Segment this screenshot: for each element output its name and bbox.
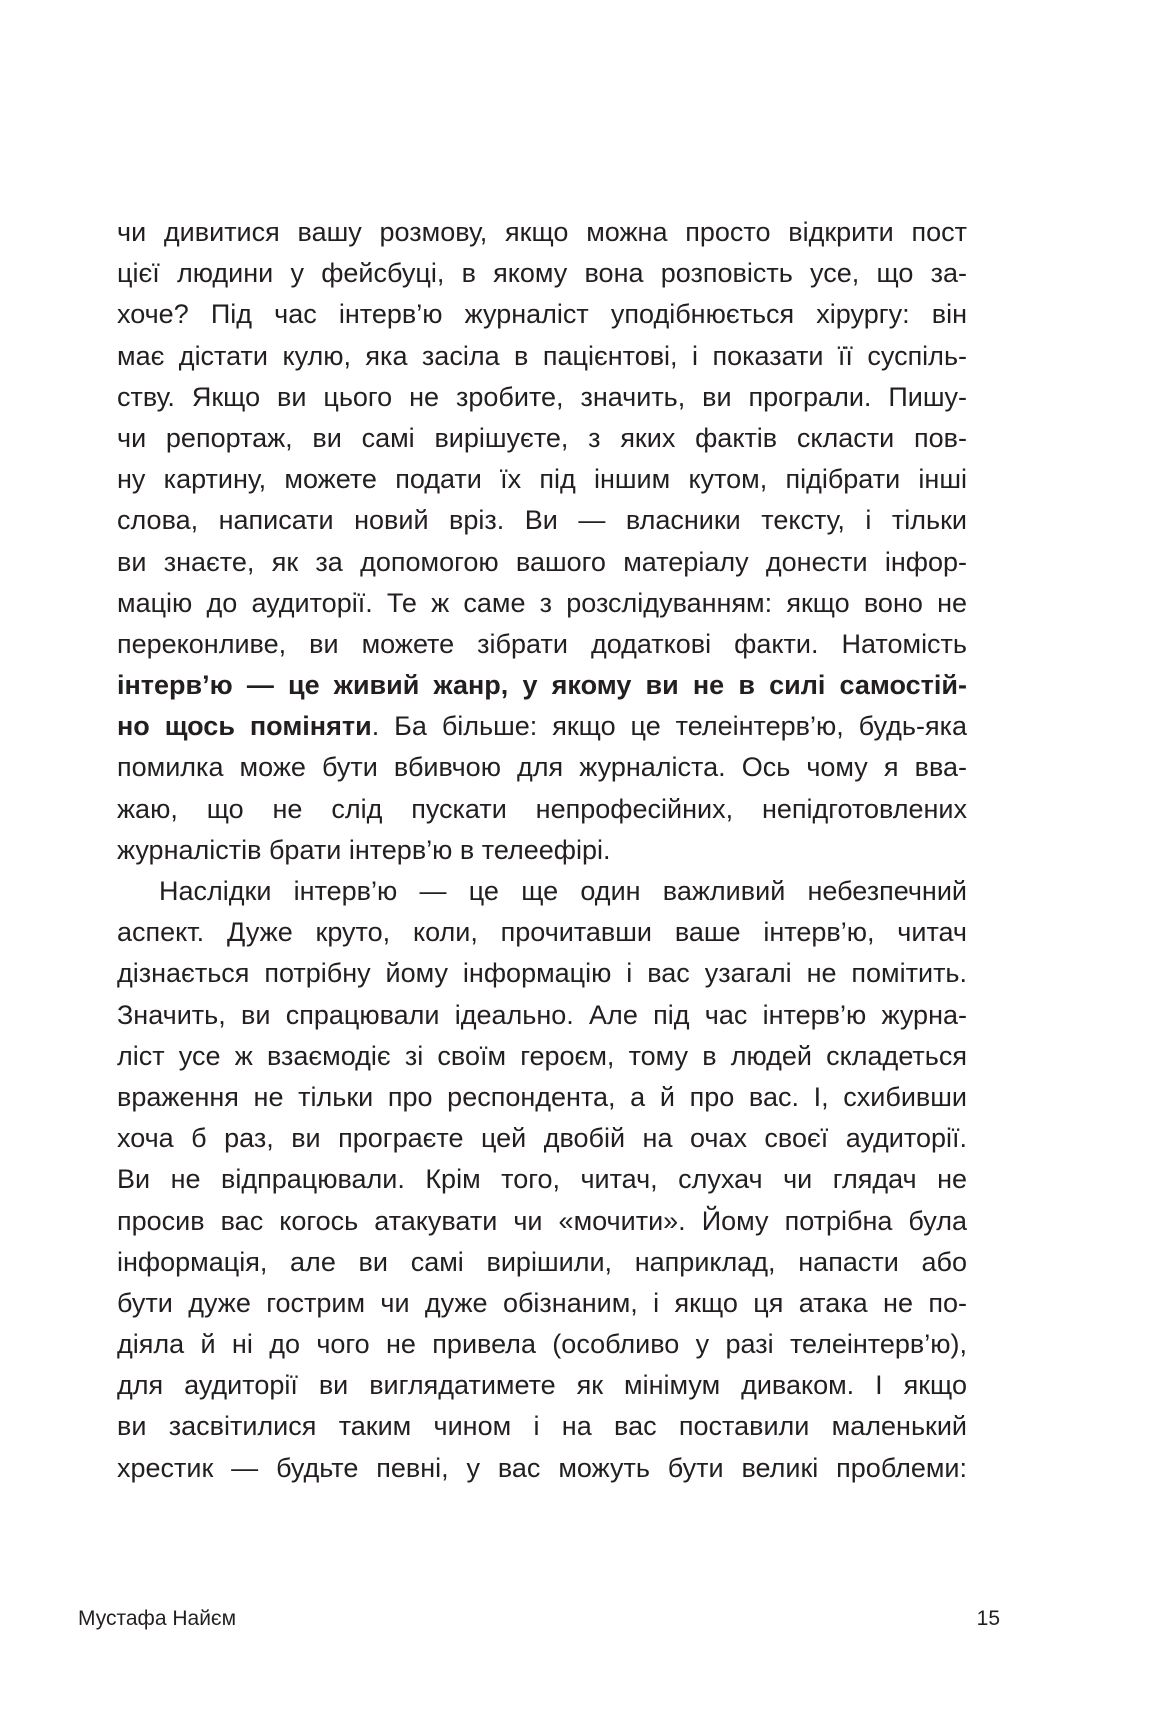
line-text: хоче? Під час інтерв’ю журналіст уподібнюється хірургу: він [117,299,967,330]
text-line [117,1324,967,1365]
text-line [117,1159,967,1200]
text-line [117,1077,967,1118]
line-text: дізнається потрібну йому інформацію і вас узагалі не помітить. [117,958,967,989]
text-line [117,747,967,788]
line-text: ви засвітилися таким чином і на вас поставили маленький [117,1411,967,1442]
line-text: Ви не відпрацювали. Крім того, читач, слухач чи глядач не [117,1164,967,1195]
bold-emphasis: но щось поміняти [117,711,372,742]
text-line [117,706,967,747]
line-text: ству. Якщо ви цього не зробите, значить, ви програли. Пишу- [117,381,967,412]
text-line [117,583,967,624]
line-text: хрестик — будьте певні, у вас можуть бути великі проблеми: [117,1452,967,1483]
text-line [117,1448,967,1489]
text-line [117,1406,967,1447]
line-text: Значить, ви спрацювали ідеально. Але під час інтерв’ю журна- [117,999,967,1030]
line-text: помилка може бути вбивчою для журналіста. Ось чому я вва- [117,752,967,783]
line-text: Наслідки інтерв’ю — це ще один важливий небезпечний [159,876,967,906]
footer-author: Мустафа Найєм [78,1607,237,1630]
text-line [117,871,967,912]
text-line [117,830,967,871]
text-line [117,294,967,335]
text-line [117,1283,967,1324]
text-line [117,624,967,665]
line-text: журналістів брати інтерв’ю в телеефірі. [117,834,611,865]
text-line [117,418,967,459]
text-line [117,500,967,541]
line-text: чи дивитися вашу розмову, якщо можна просто відкрити пост [117,217,967,247]
text-line [117,1118,967,1159]
text-line [117,789,967,830]
line-text: хоча б раз, ви програєте цей двобій на очах своєї аудиторії. [117,1123,967,1154]
text-line [117,953,967,994]
line-text: жаю, що не слід пускати непрофесійних, непідготовлених [117,793,967,824]
line-text: бути дуже гострим чи дуже обізнаним, і якщо ця атака не по- [117,1287,967,1318]
line-text: діяла й ні до чого не привела (особливо у разі телеінтерв’ю), [117,1329,967,1360]
line-text: . Ба більше: якщо це телеінтерв’ю, будь-яка [371,711,967,742]
text-line [117,212,967,253]
text-line [117,912,967,953]
text-line [117,665,967,706]
text-line [117,459,967,500]
line-text: мацію до аудиторії. Те ж саме з розслідуванням: якщо воно не [117,587,967,618]
text-line [117,542,967,583]
line-text: слова, написати новий вріз. Ви — власники тексту, і тільки [117,505,967,536]
line-text: ну картину, можете подати їх під іншим кутом, підібрати інші [117,464,967,495]
text-line [117,1365,967,1406]
text-line [117,253,967,294]
line-text: ліст усе ж взаємодіє зі своїм героєм, тому в людей складеться [117,1040,967,1071]
line-text: просив вас когось атакувати чи «мочити». Йому потрібна була [117,1205,967,1236]
text-line [117,1036,967,1077]
line-text: аспект. Дуже круто, коли, прочитавши ваше інтерв’ю, читач [117,917,967,948]
line-text: чи репортаж, ви самі вирішуєте, з яких фактів скласти пов- [117,422,967,453]
line-text: ви знаєте, як за допомогою вашого матеріалу донести інфор- [117,546,967,577]
text-line [117,377,967,418]
line-text: має дістати кулю, яка засіла в пацієнтові, і показати її суспіль- [117,340,967,371]
bold-emphasis: інтерв’ю — це живий жанр, у якому ви не в силі самостій- [117,670,967,701]
text-line [117,336,967,377]
line-text: цієї людини у фейсбуці, в якому вона розповість усе, що за- [117,258,967,289]
text-line [117,1242,967,1283]
text-line [117,1201,967,1242]
line-text: переконливе, ви можете зібрати додаткові факти. Натомість [117,628,967,659]
line-text: для аудиторії ви виглядатимете як мінімум диваком. І якщо [117,1370,967,1401]
line-text: враження не тільки про респондента, а й про вас. І, схибивши [117,1081,967,1112]
text-line [117,995,967,1036]
line-text: інформація, але ви самі вирішили, наприклад, напасти або [117,1246,967,1277]
body-text [117,212,967,1489]
page-number: 15 [976,1607,1000,1630]
